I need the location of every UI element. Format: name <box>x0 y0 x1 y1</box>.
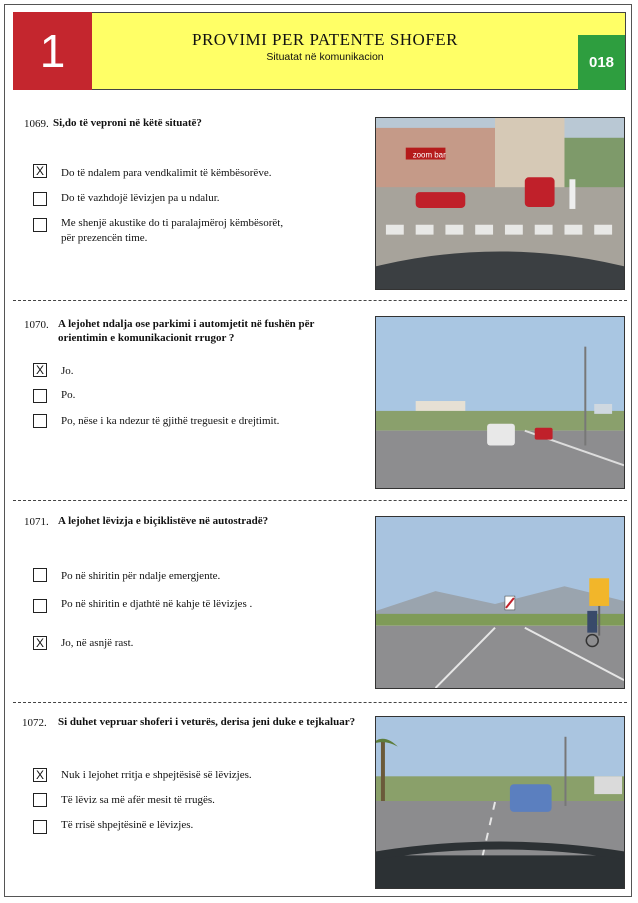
answer-checkbox[interactable] <box>33 568 47 582</box>
question-text: A lejohet ndalja ose parkimi i automjetit në fushën për <box>58 318 315 330</box>
answer-option: Do të vazhdojë lëvizjen pa u ndalur. <box>61 192 220 204</box>
answer-option: Të lëviz sa më afër mesit të rrugës. <box>61 794 215 806</box>
question-number: 1071. <box>24 516 49 528</box>
answer-checkbox[interactable] <box>33 192 47 206</box>
answer-checkbox[interactable]: X <box>33 636 47 650</box>
question-number: 1072. <box>22 717 47 729</box>
answer-option: Po në shiritin për ndalje emergjente. <box>61 570 221 582</box>
answer-option: Jo, në asnjë rast. <box>61 637 134 649</box>
answer-option-continued: për prezencën time. <box>61 232 148 244</box>
question-number: 1069. <box>24 118 49 130</box>
question-text: Si,do të veproni në këtë situatë? <box>53 117 202 129</box>
question-text: Si duhet vepruar shoferi i veturës, derisa jeni duke e tejkaluar? <box>58 716 356 728</box>
section-divider <box>13 702 627 703</box>
answer-checkbox[interactable] <box>33 820 47 834</box>
test-number-badge: 1 <box>13 12 92 90</box>
situation-photo <box>375 316 625 489</box>
question-number: 1070. <box>24 319 49 331</box>
section-divider <box>13 500 627 501</box>
answer-checkbox[interactable] <box>33 599 47 613</box>
answer-checkbox[interactable] <box>33 389 47 403</box>
answer-checkbox[interactable] <box>33 793 47 807</box>
answer-option: Po, nëse i ka ndezur të gjithë treguesit e drejtimit. <box>61 415 280 427</box>
test-code-badge: 018 <box>578 35 625 90</box>
answer-checkbox[interactable]: X <box>33 164 47 178</box>
answer-option: Nuk i lejohet rritja e shpejtësisë së lëvizjes. <box>61 769 252 781</box>
situation-photo <box>375 516 625 689</box>
answer-option: Po në shiritin e djathtë në kahje të lëvizjes . <box>61 598 253 610</box>
page-title: PROVIMI PER PATENTE SHOFER <box>192 30 458 49</box>
answer-option: Me shenjë akustike do ti paralajmëroj këmbësorët, <box>61 217 284 229</box>
answer-checkbox[interactable] <box>33 414 47 428</box>
situation-photo <box>375 117 625 290</box>
shop-sign-text: zoom bar <box>412 150 446 160</box>
answer-option: Jo. <box>61 365 74 377</box>
answer-option: Të rrisë shpejtësinë e lëvizjes. <box>61 819 194 831</box>
answer-checkbox[interactable]: X <box>33 363 47 377</box>
section-divider <box>13 300 627 301</box>
question-text-continued: orientimin e komunikacionit rrugor ? <box>58 332 235 344</box>
answer-checkbox[interactable]: X <box>33 768 47 782</box>
answer-option: Do të ndalem para vendkalimit të këmbësorëve. <box>61 167 272 179</box>
situation-photo <box>375 716 625 889</box>
answer-option: Po. <box>61 389 76 401</box>
question-text: A lejohet lëvizja e biçiklistëve në autostradë? <box>58 515 269 527</box>
answer-checkbox[interactable] <box>33 218 47 232</box>
page-subtitle: Situatat në komunikacion <box>266 51 384 63</box>
